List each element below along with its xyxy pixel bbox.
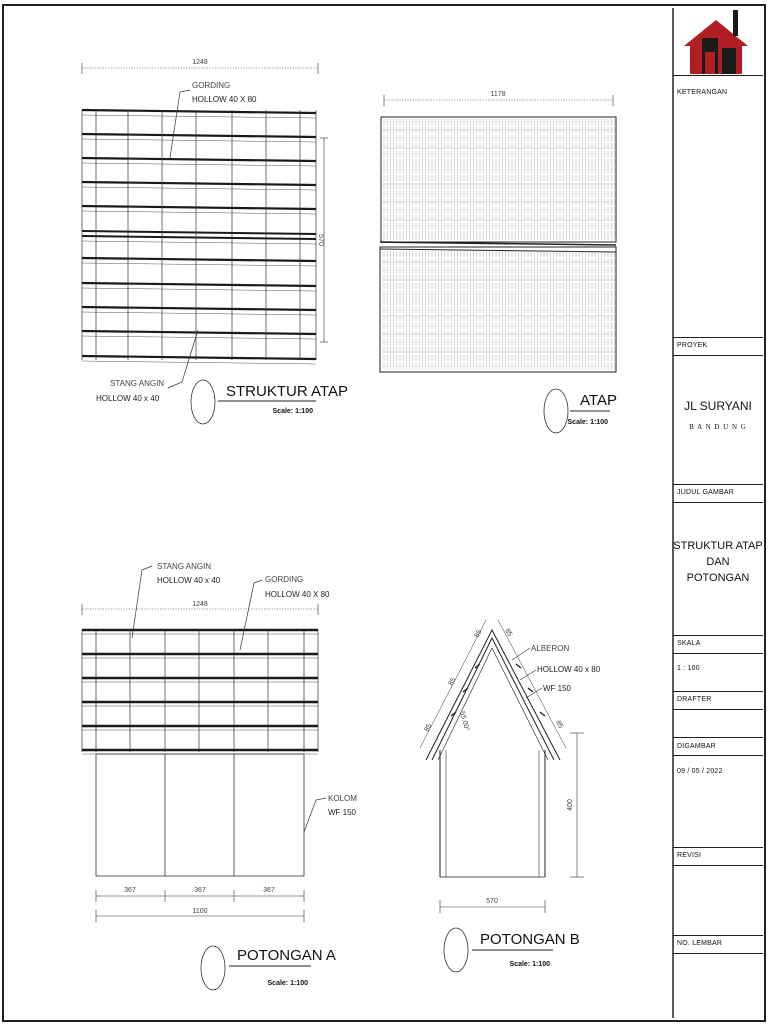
- potongan-a-scale: Scale: 1:100: [267, 980, 308, 987]
- drafter-label: DRAFTER: [677, 696, 712, 703]
- potongan-a-title: POTONGAN A: [237, 947, 336, 964]
- struktur-atap-dim-height: 570: [317, 234, 324, 246]
- potongan-a-title-bubble: [201, 946, 225, 990]
- title-block-line: [673, 865, 763, 866]
- title-block-line: [673, 484, 763, 485]
- potongan-a-stang-spec: HOLLOW 40 x 40: [157, 576, 221, 585]
- potongan-b-dim-85-d: 85: [503, 627, 514, 638]
- title-block-line: [673, 75, 763, 76]
- potongan-b-alberon-label: ALBERON: [531, 644, 570, 653]
- potongan-a-kolom-label: KOLOM: [328, 794, 357, 803]
- title-block-line: [673, 737, 763, 738]
- atap-title: ATAP: [580, 392, 617, 409]
- potongan-b-wf-label: WF 150: [543, 684, 572, 693]
- title-block-line: [673, 953, 763, 954]
- gording-line: [82, 158, 316, 161]
- potongan-b-scale: Scale: 1:100: [509, 961, 550, 968]
- judul-gambar-label: JUDUL GAMBAR: [677, 489, 734, 496]
- title-block: [673, 9, 763, 1018]
- skala-label: SKALA: [677, 640, 701, 647]
- struktur-atap-title-bubble: [191, 380, 215, 424]
- gording-line: [82, 134, 316, 137]
- potongan-a-stang-label: STANG ANGIN: [157, 562, 212, 571]
- gording-line: [82, 110, 316, 113]
- potongan-a-drawing: [82, 562, 357, 990]
- potongan-b-dim-height: 400: [567, 799, 574, 811]
- potongan-b-hollow-label: HOLLOW 40 x 80: [537, 665, 601, 674]
- title-block-line: [673, 691, 763, 692]
- potongan-a-dim-seg3: 367: [263, 887, 275, 894]
- potongan-a-dim-seg1: 367: [124, 887, 136, 894]
- struktur-atap-stang-spec: HOLLOW 40 x 40: [96, 394, 160, 403]
- title-block-line: [673, 935, 763, 936]
- title-block-line: [673, 709, 763, 710]
- struktur-atap-drawing: [82, 59, 348, 424]
- digambar-value: 09 / 05 / 2022: [677, 768, 723, 775]
- potongan-b-title: POTONGAN B: [480, 931, 580, 948]
- struktur-atap-gording-spec: HOLLOW 40 X 80: [192, 95, 257, 104]
- project-name: JL SURYANI: [684, 399, 752, 413]
- judul-line-1: STRUKTUR ATAP: [673, 540, 763, 552]
- struktur-atap-title: STRUKTUR ATAP: [226, 383, 348, 400]
- title-block-line: [673, 337, 763, 338]
- digambar-label: DIGAMBAR: [677, 743, 716, 750]
- title-block-line: [673, 653, 763, 654]
- atap-dim-width: 1178: [490, 91, 506, 98]
- gording-line: [82, 331, 316, 334]
- potongan-a-kolom-spec: WF 150: [328, 808, 357, 817]
- potongan-a-dim-width: 1248: [192, 601, 208, 608]
- potongan-a-dim-seg2: 367: [194, 887, 206, 894]
- potongan-b-dim-85-e: 85: [554, 719, 565, 730]
- potongan-b-dim-angle: 55.00°: [458, 710, 471, 733]
- struktur-atap-dim-width: 1248: [192, 59, 208, 66]
- no-lembar-label: NO. LEMBAR: [677, 940, 723, 947]
- potongan-b-dim-width: 570: [486, 898, 498, 905]
- atap-drawing: [380, 91, 617, 433]
- title-block-line: [673, 847, 763, 848]
- gording-line: [82, 206, 316, 209]
- title-block-line: [673, 755, 763, 756]
- gording-line: [82, 258, 316, 261]
- gording-line: [82, 231, 316, 234]
- proyek-label: PROYEK: [677, 342, 708, 349]
- title-block-line: [673, 635, 763, 636]
- title-block-line: [673, 355, 763, 356]
- revisi-label: REVISI: [677, 852, 702, 859]
- project-city: B A N D U N G: [689, 423, 747, 431]
- struktur-atap-stang-label: STANG ANGIN: [110, 379, 165, 388]
- potongan-a-gording-label: GORDING: [265, 575, 304, 584]
- potongan-a-gording-spec: HOLLOW 40 X 80: [265, 590, 330, 599]
- keterangan-label: KETERANGAN: [677, 89, 728, 96]
- atap-title-bubble: [544, 389, 568, 433]
- potongan-a-dim-total: 1100: [192, 908, 208, 915]
- gording-line: [82, 356, 316, 359]
- potongan-b-dim-85-a: 85: [423, 722, 434, 733]
- gording-line: [82, 182, 316, 185]
- potongan-b-title-bubble: [444, 928, 468, 972]
- struktur-atap-scale: Scale: 1:100: [272, 408, 313, 415]
- potongan-b-dim-85-b: 85: [447, 676, 458, 687]
- gording-line: [82, 307, 316, 310]
- judul-line-2: DAN: [706, 556, 730, 568]
- struktur-atap-gording-label: GORDING: [192, 81, 231, 90]
- skala-value: 1 : 100: [677, 665, 700, 672]
- potongan-b-drawing: [420, 620, 601, 972]
- potongan-b-dim-85-c: 85: [473, 628, 484, 639]
- gording-line: [82, 236, 316, 239]
- atap-scale: Scale: 1:100: [567, 419, 608, 426]
- gording-line: [82, 283, 316, 286]
- judul-line-3: POTONGAN: [686, 572, 750, 584]
- title-block-line: [673, 502, 763, 503]
